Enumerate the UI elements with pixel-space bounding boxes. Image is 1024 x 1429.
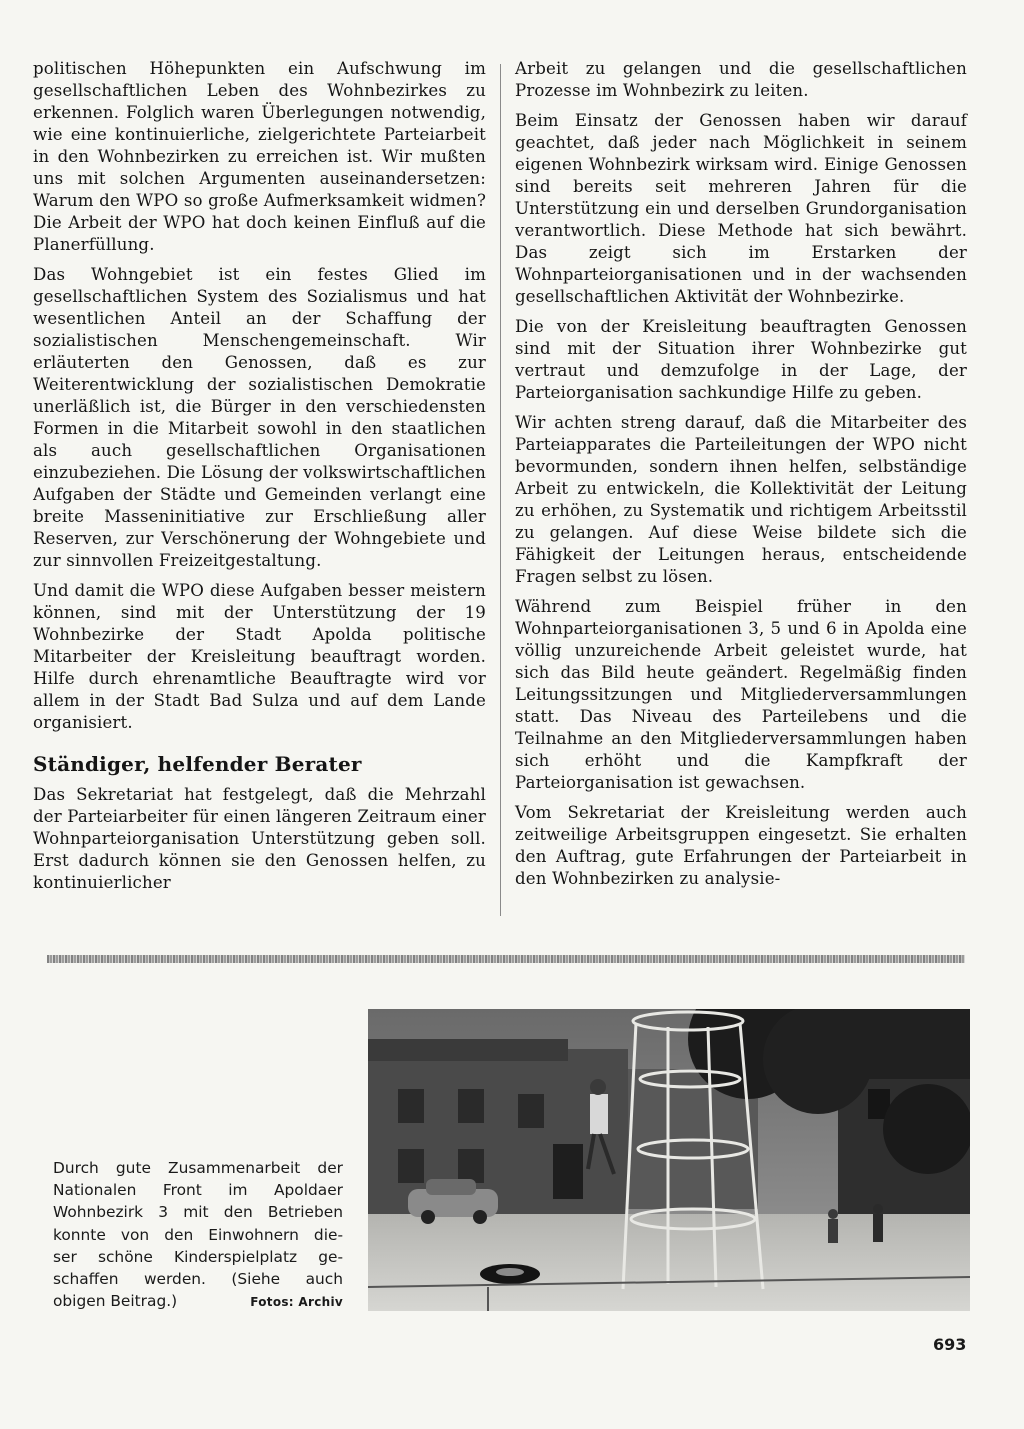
caption-line: ser schöne Kinderspielplatz ge- [53, 1247, 343, 1266]
paragraph: Beim Einsatz der Genossen haben wir darauf geachtet, daß jeder nach Möglichkeit in seinem eigenen Wohnbezirk wirksam wird. Einige Genossen sind bereits seit mehreren Jahren für die Unterstützung ein und derselben Grundorganisation verantwortlich. Diese Methode hat sich bewährt. Das zeigt sich im Erstarken der Wohnparteiorganisationen und in der wachsenden gesellschaftlichen Aktivität der Wohnbezirke. [515, 111, 967, 306]
article-right-column [515, 58, 967, 898]
section-divider [47, 955, 965, 963]
paragraph: politischen Höhepunkten ein Aufschwung im gesellschaftlichen Leben des Wohnbezirkes zu erkennen. Folglich waren Überlegungen notwendig, wie eine kontinuierliche, zielgerichtete Parteiarbeit in den Wohnbezirken zu erreichen ist. Wir mußten uns mit solchen Argumenten auseinandersetzen: Warum den WPO so große Aufmerksamkeit widmen? Die Arbeit der WPO hat doch keinen Einfluß auf die Planerfüllung. [33, 59, 486, 254]
playground-photo-image [368, 1009, 970, 1311]
photo-credit: Fotos: Archiv [250, 1295, 343, 1310]
paragraph: Während zum Beispiel früher in den Wohnparteiorganisationen 3, 5 und 6 in Apolda eine völlig unzureichende Arbeit geleistet wurde, hat sich das Bild heute geändert. Regelmäßig finden Leitungssitzungen und Mitgliederversammlungen statt. Das Niveau des Parteilebens und die Teilnahme an den Mitgliederversammlungen haben sich erhöht und die Kampfkraft der Parteiorganisation ist gewachsen. [515, 597, 967, 792]
photo-caption [53, 1157, 343, 1313]
paragraph: Vom Sekretariat der Kreisleitung werden auch zeitweilige Arbeitsgruppen eingesetzt. Sie erhalten den Auftrag, gute Erfahrungen der Parteiarbeit in den Wohnbezirken zu analysie- [515, 803, 967, 888]
page-number: 693 [933, 1335, 967, 1354]
paragraph: Das Sekretariat hat festgelegt, daß die Mehrzahl der Parteiarbeiter für einen längeren Zeitraum einer Wohnparteiorganisation Unterstützung geben soll. Erst dadurch können sie den Genossen helfen, zu kontinuierlicher [33, 785, 486, 892]
paragraph: Und damit die WPO diese Aufgaben besser meistern können, sind mit der Unterstützung der 19 Wohnbezirke der Stadt Apolda politische Mitarbeiter der Kreisleitung beauftragt worden. Hilfe durch ehrenamtliche Beauftragte wird vor allem in der Stadt Bad Sulza und auf dem Lande organisiert. [33, 581, 486, 732]
column-divider [500, 64, 501, 916]
playground-photo [368, 1009, 970, 1311]
caption-line: konnte von den Einwohnern die- [53, 1225, 343, 1244]
paragraph: Das Wohngebiet ist ein festes Glied im gesellschaftlichen System des Sozialismus und hat wesentlichen Anteil an der Schaffung der sozialistischen Menschengemeinschaft. Wir erläuterten den Genossen, daß es zur Weiterentwicklung der sozialistischen Demokratie unerläßlich ist, die Bürger in den verschiedensten Formen in die Mitarbeit sowohl in den staatlichen als auch gesellschaftlichen Organisationen einzubeziehen. Die Lösung der volkswirtschaftlichen Aufgaben der Städte und Gemeinden verlangt eine breite Masseninitiative zur Erschließung aller Reserven, zur Verschönerung der Wohngebiete und zur sinnvollen Freizeitgestaltung. [33, 265, 486, 570]
paragraph: Wir achten streng darauf, daß die Mitarbeiter des Parteiapparates die Parteileitungen der WPO nicht bevormunden, sondern ihnen helfen, selbständige Arbeit zu entwickeln, die Kollektivität der Leitung zu erhöhen, zu Systematik und richtigem Arbeitsstil zu gelangen. Auf diese Weise bildete sich die Fähigkeit der Leitungen heraus, entscheidende Fragen selbst zu lösen. [515, 413, 967, 586]
caption-line: Durch gute Zusammenarbeit der [53, 1159, 343, 1177]
caption-line: schaffen werden. (Siehe auch [53, 1270, 343, 1289]
section-heading: Ständiger, helfender Berater [33, 752, 362, 776]
caption-line: obigen Beitrag.) [53, 1292, 178, 1311]
caption-line: Wohnbezirk 3 mit den Betrieben [53, 1203, 343, 1222]
article-left-column [33, 58, 486, 902]
paragraph: Die von der Kreisleitung beauftragten Genossen sind mit der Situation ihrer Wohnbezirke gut vertraut und demzufolge in der Lage, der Parteiorganisation sachkundige Hilfe zu geben. [515, 317, 967, 402]
caption-line: Nationalen Front im Apoldaer [53, 1181, 343, 1200]
caption-last-row [53, 1290, 343, 1313]
paragraph: Arbeit zu gelangen und die gesellschaftlichen Prozesse im Wohnbezirk zu leiten. [515, 59, 967, 100]
